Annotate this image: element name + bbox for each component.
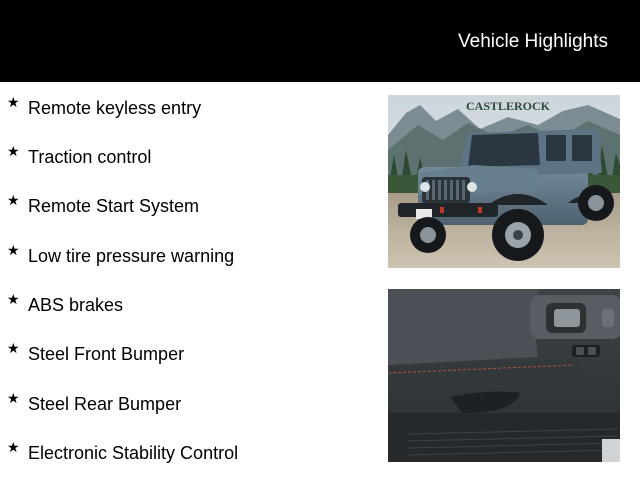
star-icon: ★ — [7, 94, 20, 110]
feature-item — [0, 240, 380, 270]
vehicle-interior-photo[interactable] — [388, 289, 620, 462]
feature-item — [0, 190, 380, 220]
feature-label: Traction control — [28, 147, 152, 167]
star-icon: ★ — [7, 340, 20, 356]
star-icon: ★ — [7, 192, 20, 208]
feature-label: Remote Start System — [28, 196, 200, 216]
feature-label: ABS brakes — [28, 295, 124, 315]
dealer-brand-text: CASTLEROCK — [466, 99, 551, 113]
feature-label: Remote keyless entry — [28, 98, 202, 118]
vehicle-exterior-photo[interactable] — [388, 95, 620, 268]
feature-item — [0, 141, 380, 171]
feature-item — [0, 388, 380, 418]
star-icon: ★ — [7, 143, 20, 159]
feature-label: Steel Rear Bumper — [28, 394, 182, 414]
page-title: Vehicle Highlights — [458, 31, 608, 52]
star-icon: ★ — [7, 291, 20, 307]
feature-item — [0, 338, 380, 368]
feature-label: Steel Front Bumper — [28, 344, 185, 364]
star-icon: ★ — [7, 390, 20, 406]
feature-item — [0, 437, 380, 467]
star-icon: ★ — [7, 439, 20, 455]
header-bar — [0, 0, 640, 82]
feature-label: Electronic Stability Control — [28, 443, 239, 463]
star-icon: ★ — [7, 242, 20, 258]
feature-label: Low tire pressure warning — [28, 246, 235, 266]
feature-item — [0, 289, 380, 319]
feature-item — [0, 92, 380, 122]
